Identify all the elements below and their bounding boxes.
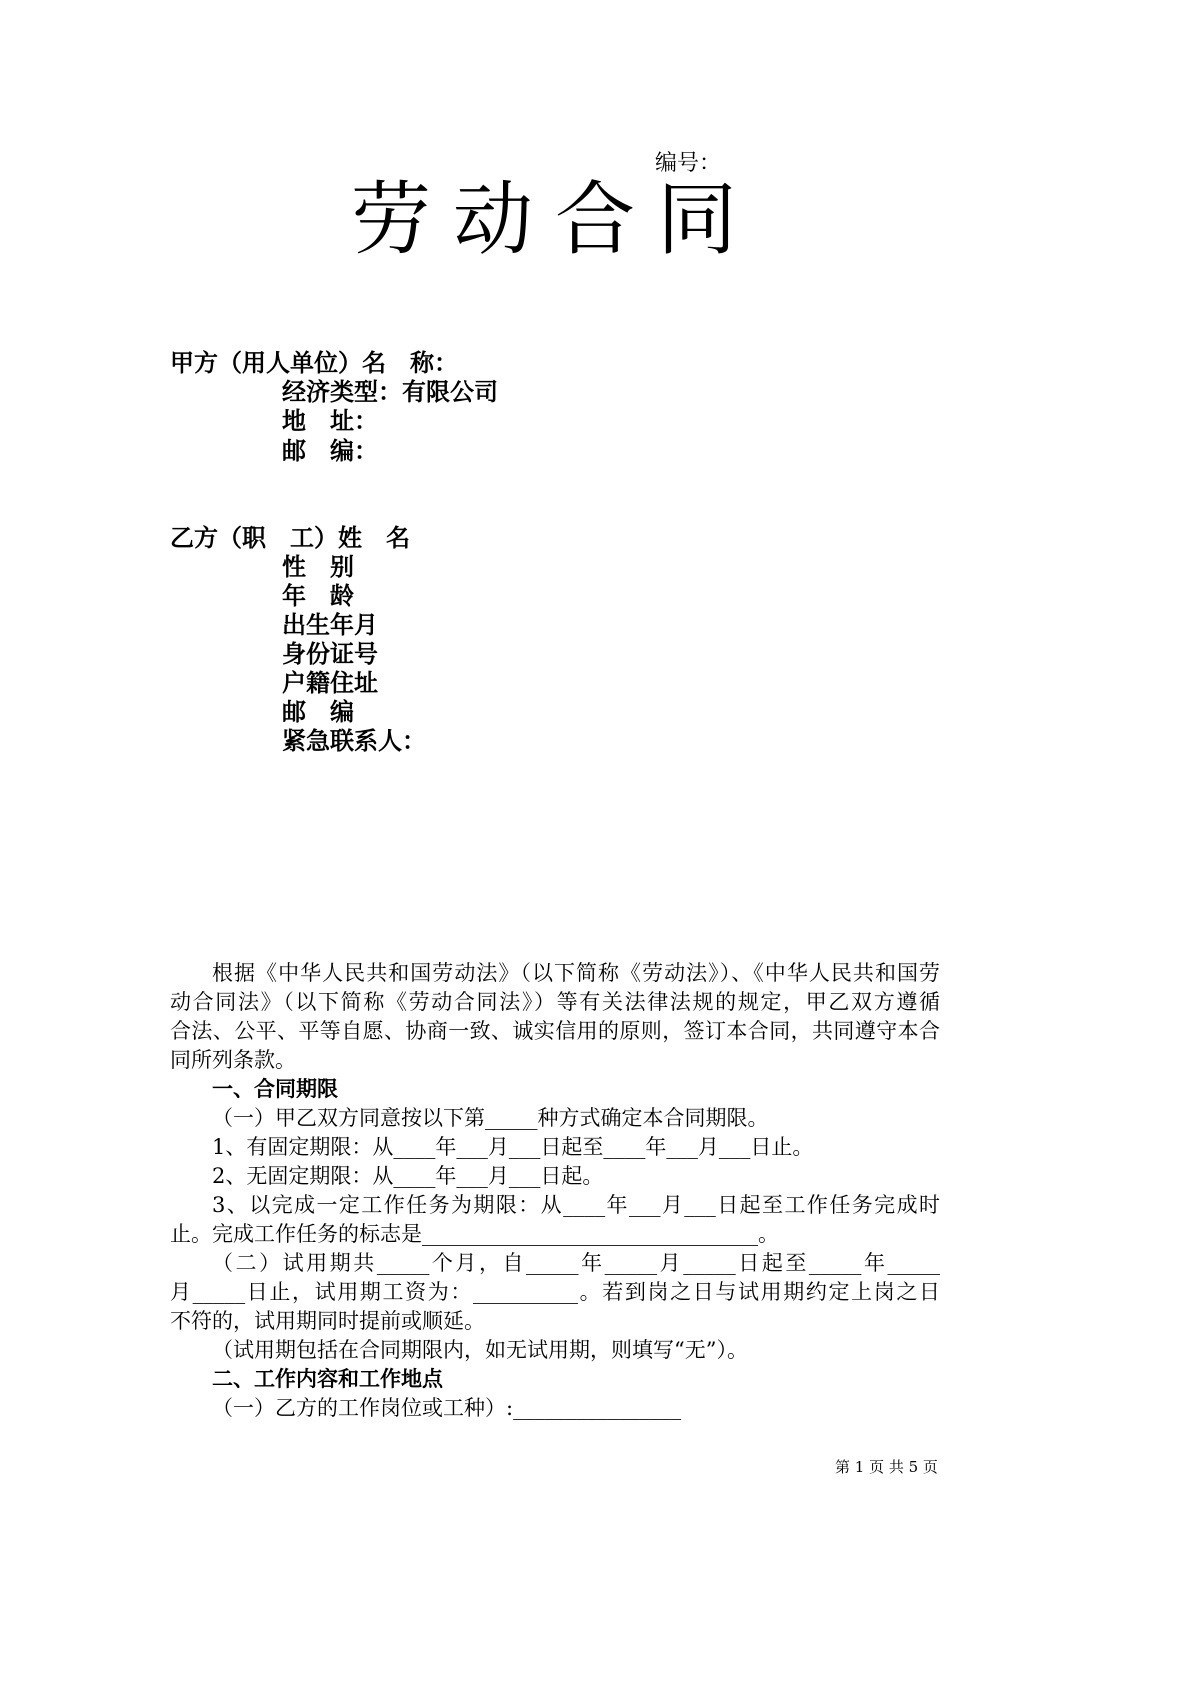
party-b-birth: 出生年月 [282,611,378,639]
clause-line: （二）试用期共_____个月，自_____年_____月_____日起至_____年_____ [212,1251,940,1275]
party-a-address: 地 址： [282,407,378,435]
page-footer: 第 1 页 共 5 页 [835,1458,938,1476]
contract-number-label: 编号： [655,151,722,176]
clause-line: 止。完成工作任务的标志是________________________________。 [170,1222,779,1246]
section-heading: 一、合同期限 [212,1077,338,1101]
intro-line: 同所列条款。 [170,1048,296,1072]
intro-line: 动合同法》（以下简称《劳动合同法》）等有关法律法规的规定，甲乙双方遵循 [170,990,940,1014]
document-title: 劳动合同 [351,173,759,266]
party-b-residence: 户籍住址 [282,669,378,697]
party-b-age: 年 龄 [282,582,354,610]
clause-line: 2、无固定期限：从____年___月___日起。 [212,1164,604,1188]
party-a-postcode: 邮 编： [282,437,378,465]
party-b-label: 乙方（职 工）姓 名 [170,524,410,552]
party-b-postcode: 邮 编 [282,698,354,726]
party-b-gender: 性 别 [282,553,354,581]
clause-line: 月_____日止，试用期工资为：__________。若到岗之日与试用期约定上岗之日 [170,1280,940,1304]
clause-line: 3、以完成一定工作任务为期限：从____年___月___日起至工作任务完成时 [212,1193,940,1217]
clause-line: 1、有固定期限：从____年___月___日起至____年___月___日止。 [212,1135,814,1159]
clause-line: 不符的，试用期同时提前或顺延。 [170,1309,485,1333]
clause-line: （试用期包括在合同期限内，如无试用期，则填写“无”）。 [212,1338,748,1362]
clause-line: （一）甲乙双方同意按以下第_____种方式确定本合同期限。 [212,1106,769,1130]
clause-line: （一）乙方的工作岗位或工种）:________________ [212,1396,682,1420]
party-b-emergency-contact: 紧急联系人： [282,727,426,755]
party-b-id: 身份证号 [282,640,378,668]
party-a-label: 甲方（用人单位）名 称： [170,349,458,377]
section-heading: 二、工作内容和工作地点 [212,1367,443,1391]
party-a-economic-type: 经济类型：有限公司 [282,378,498,406]
intro-line: 合法、公平、平等自愿、协商一致、诚实信用的原则，签订本合同，共同遵守本合 [170,1019,940,1043]
intro-line: 根据《中华人民共和国劳动法》（以下简称《劳动法》）、《中华人民共和国劳 [212,961,940,985]
